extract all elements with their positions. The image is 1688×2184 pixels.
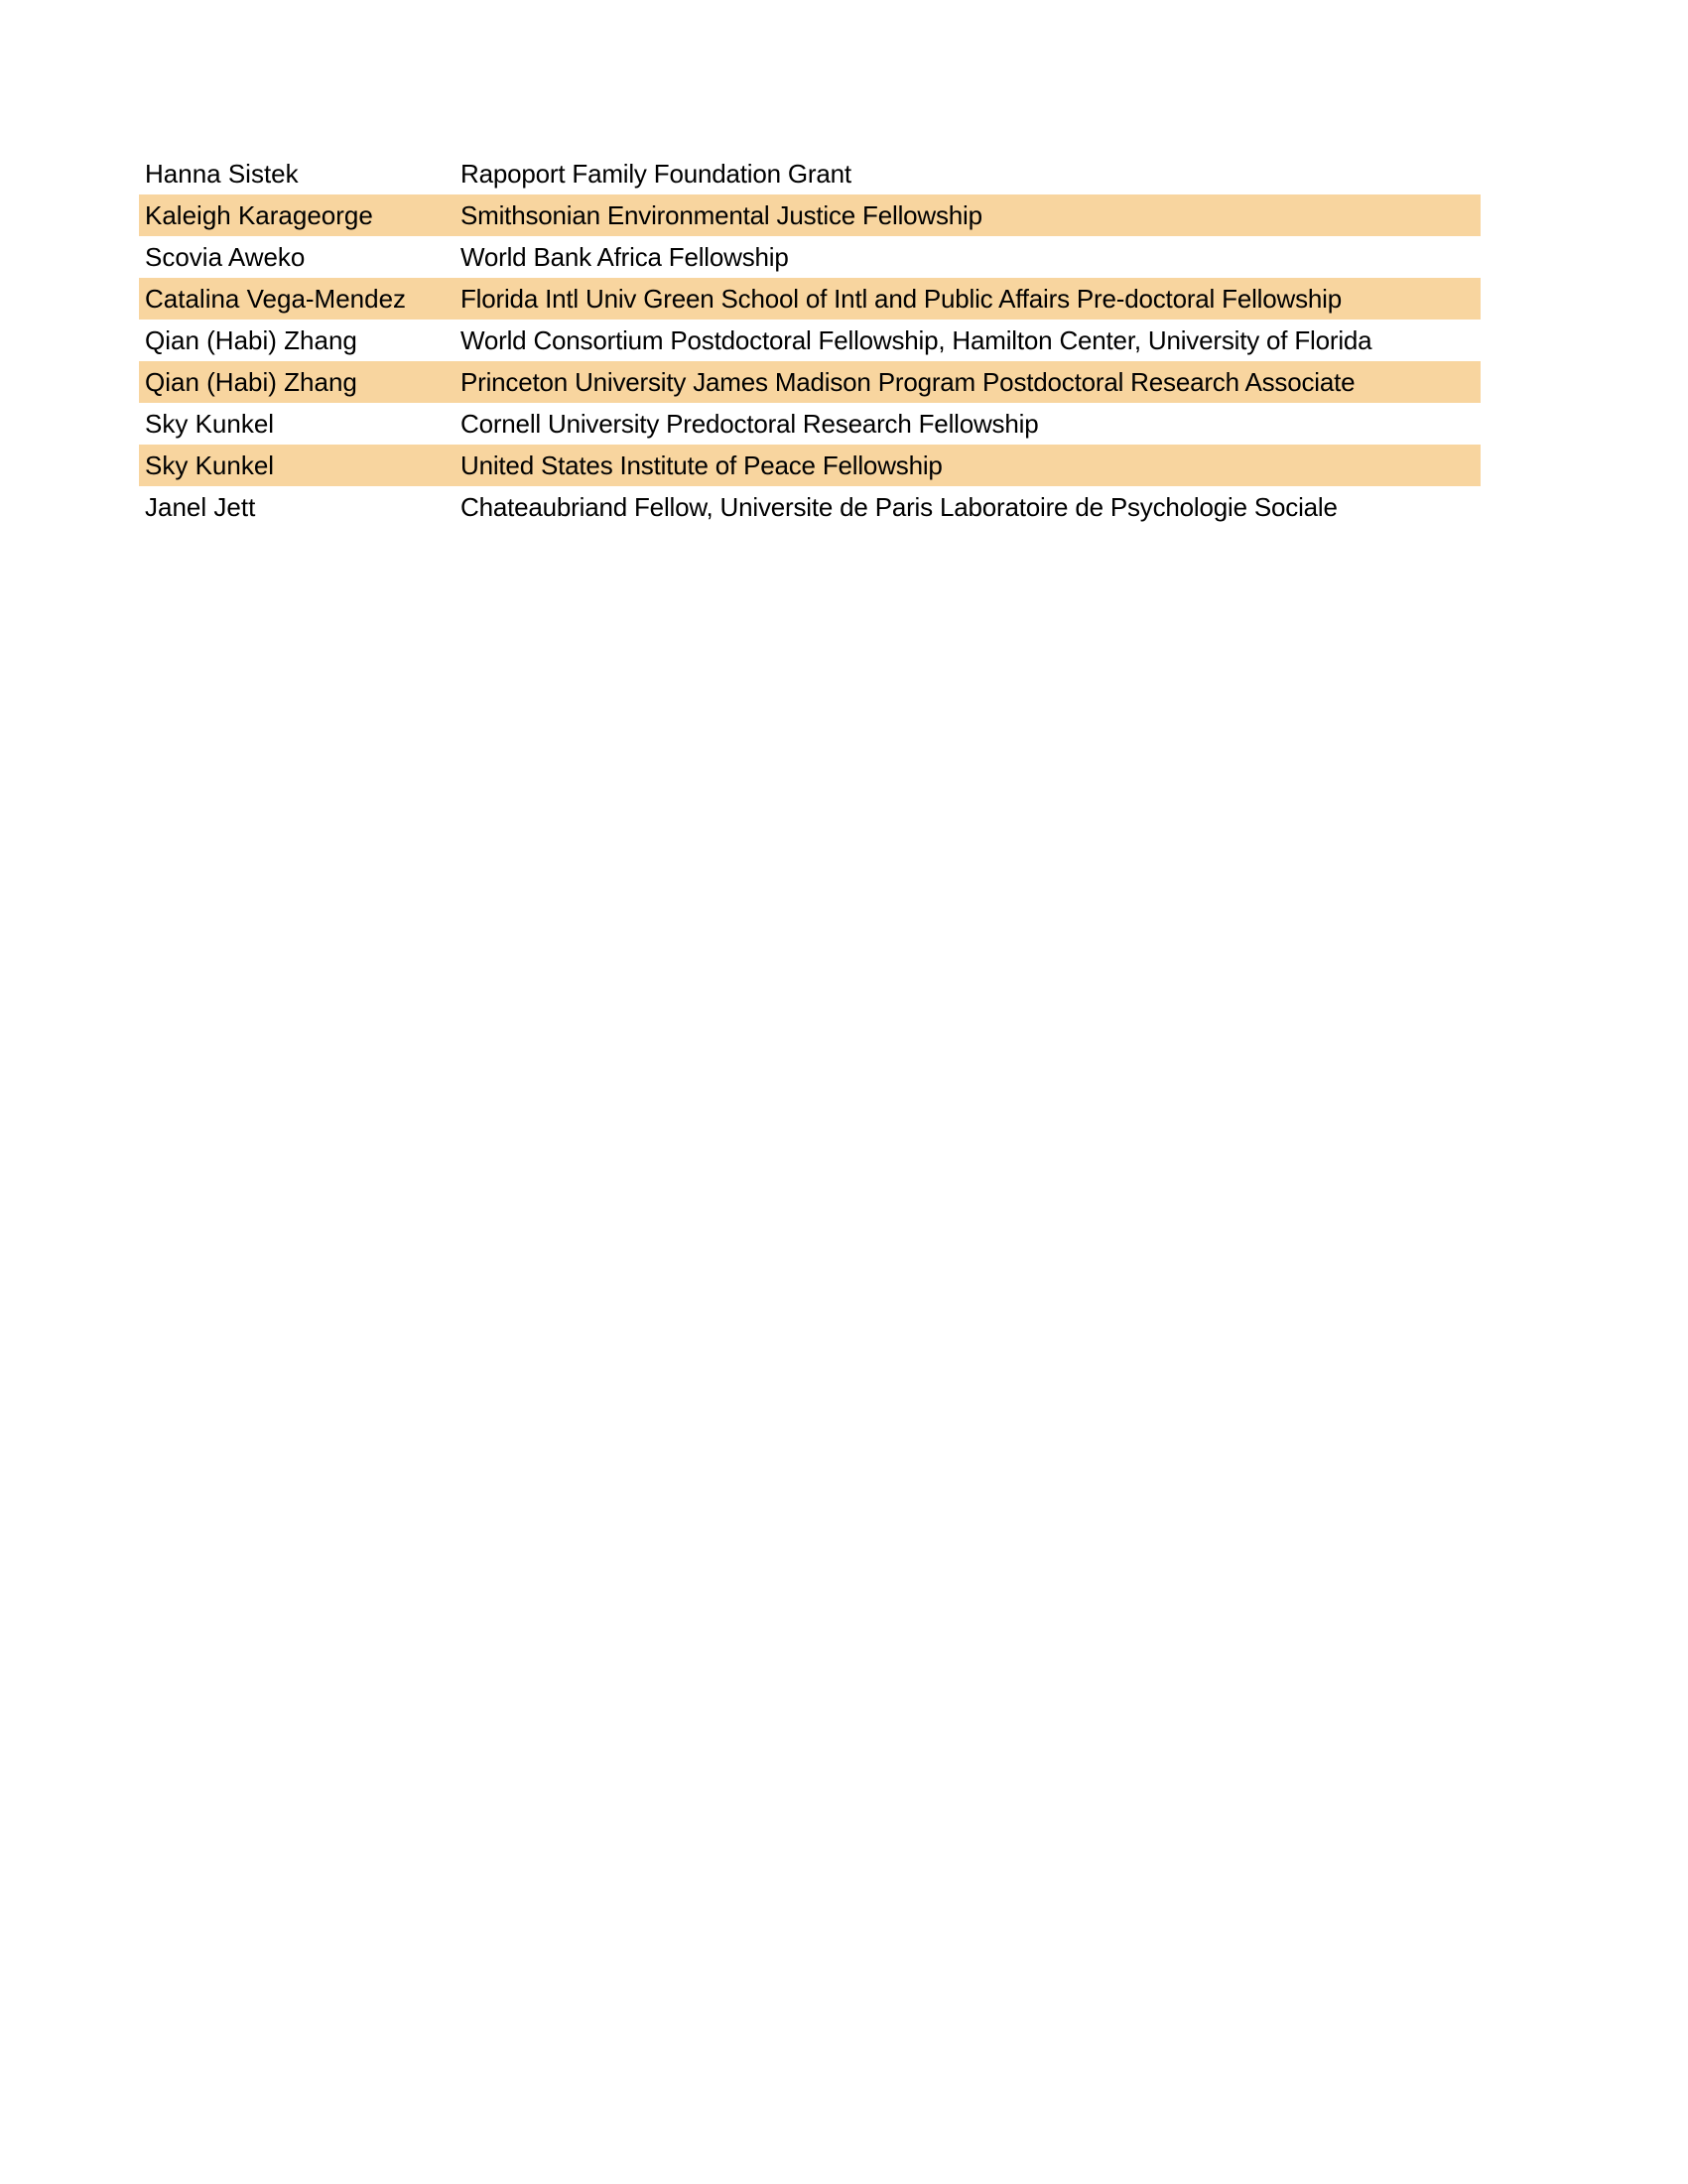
awards-table [139,153,1481,528]
table-row [139,236,1481,278]
recipient-name: Scovia Aweko [145,242,306,272]
award-title: Florida Intl Univ Green School of Intl and Public Affairs Pre-doctoral Fellowship [460,284,1342,314]
table-row [139,403,1481,445]
recipient-name: Hanna Sistek [145,159,299,189]
table-row [139,320,1481,361]
award-title: World Consortium Postdoctoral Fellowship, Hamilton Center, University of Florida [460,325,1372,355]
table-row [139,153,1481,194]
award-title: Princeton University James Madison Program Postdoctoral Research Associate [460,367,1356,397]
table-row [139,194,1481,236]
recipient-name: Catalina Vega-Mendez [145,284,407,314]
recipient-name: Sky Kunkel [145,409,275,439]
table-row [139,445,1481,486]
award-title: Rapoport Family Foundation Grant [460,159,851,189]
award-title: Cornell University Predoctoral Research Fellowship [460,409,1039,439]
award-title: World Bank Africa Fellowship [460,242,789,272]
table-row [139,486,1481,528]
recipient-name: Janel Jett [145,492,256,522]
recipient-name: Qian (Habi) Zhang [145,325,357,355]
recipient-name: Kaleigh Karageorge [145,200,373,230]
award-title: Chateaubriand Fellow, Universite de Paris Laboratoire de Psychologie Sociale [460,492,1338,522]
recipient-name: Sky Kunkel [145,450,275,480]
table-row [139,361,1481,403]
recipient-name: Qian (Habi) Zhang [145,367,357,397]
award-title: United States Institute of Peace Fellowship [460,450,943,480]
award-title: Smithsonian Environmental Justice Fellowship [460,200,982,230]
table-row [139,278,1481,320]
